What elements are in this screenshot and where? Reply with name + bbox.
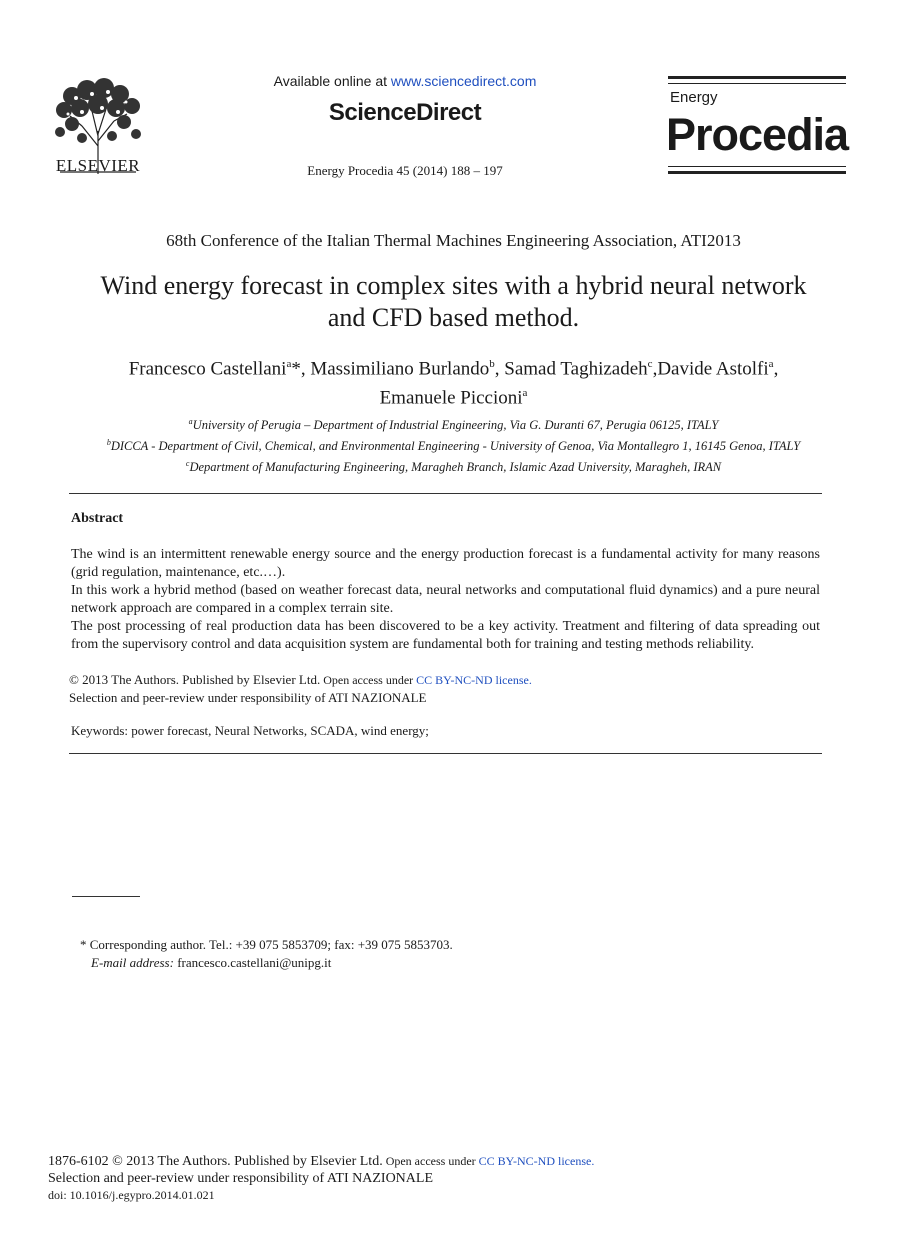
abstract-heading: Abstract bbox=[71, 511, 124, 526]
affil-text: DICCA - Department of Civil, Chemical, and Environmental Engineering - University of Genoa, Via Montallegro 1, 16145 Genoa, ITALY bbox=[110, 439, 801, 454]
author-affil-mark: a bbox=[768, 358, 774, 370]
affil-text: Department of Manufacturing Engineering, Maragheh Branch, Islamic Azad University, Maragheh, IRAN bbox=[189, 460, 722, 475]
footer-doi: doi: 10.1016/j.egypro.2014.01.021 bbox=[48, 1188, 215, 1202]
affiliation bbox=[40, 413, 867, 434]
open-access-text: Open access under bbox=[320, 673, 417, 687]
author-sep: , bbox=[773, 358, 779, 380]
author-sep: *, bbox=[291, 358, 311, 380]
footer-open-access: Open access under bbox=[382, 1154, 479, 1168]
paper-title bbox=[40, 270, 867, 334]
author-name: Samad Taghizadeh bbox=[504, 358, 648, 380]
journal-logo-energy: Energy bbox=[670, 89, 718, 106]
author-affil-mark: a bbox=[522, 387, 528, 400]
author-affil-mark: c bbox=[647, 358, 653, 370]
author-sep: , bbox=[494, 358, 505, 380]
journal-logo-rule bbox=[668, 76, 846, 79]
sciencedirect-link[interactable]: www.sciencedirect.com bbox=[390, 73, 537, 89]
author-sep: , bbox=[652, 358, 658, 380]
abstract-paragraph: The post processing of real production data has been discovered to be a key activity. Treatment and filtering of data spreading out from the supervisory control and data acquisition system are fundamental both for training and testing methods reliability. bbox=[71, 619, 820, 652]
copyright-line: © 2013 The Authors. Published by Elsevier Ltd. bbox=[69, 672, 321, 687]
journal-citation: Energy Procedia 45 (2014) 188 – 197 bbox=[307, 163, 503, 178]
copyright-notice bbox=[69, 671, 829, 707]
peer-review-line: Selection and peer-review under responsibility of ATI NAZIONALE bbox=[69, 690, 427, 705]
sciencedirect-brand: ScienceDirect bbox=[328, 99, 482, 126]
abstract-body bbox=[71, 546, 820, 654]
author-name: Davide Astolfi bbox=[657, 358, 769, 380]
footer-issn-line: 1876-6102 © 2013 The Authors. Published by Elsevier Ltd. bbox=[48, 1154, 383, 1169]
affil-text: University of Perugia – Department of Industrial Engineering, Via G. Duranti 67, Perugia 06125, ITALY bbox=[192, 418, 719, 433]
keywords: Keywords: power forecast, Neural Networks, SCADA, wind energy; bbox=[71, 723, 429, 738]
footer-peer-review: Selection and peer-review under responsibility of ATI NAZIONALE bbox=[48, 1171, 433, 1186]
email-address: francesco.castellani@unipg.it bbox=[173, 955, 332, 970]
footnote-rule bbox=[72, 896, 140, 897]
author-name: Francesco Castellani bbox=[128, 358, 287, 380]
affiliation bbox=[40, 455, 867, 476]
author-name: Massimiliano Burlando bbox=[310, 358, 490, 380]
affil-mark: c bbox=[185, 459, 190, 469]
author-list bbox=[40, 352, 867, 411]
affiliation bbox=[40, 434, 867, 455]
journal-logo-procedia: Procedia bbox=[666, 109, 849, 160]
journal-logo-rule bbox=[668, 166, 846, 167]
abstract-paragraph: In this work a hybrid method (based on weather forecast data, neural networks and computational fluid dynamics) and a pure neural network approach are compared in a complex terrain site. bbox=[71, 583, 820, 616]
journal-logo-rule bbox=[668, 171, 846, 174]
title-line: and CFD based method. bbox=[327, 303, 580, 332]
conference-name: 68th Conference of the Italian Thermal Machines Engineering Association, ATI2013 bbox=[166, 231, 741, 250]
availability-line bbox=[200, 73, 610, 89]
publisher-name: ELSEVIER bbox=[55, 156, 141, 175]
affiliation-list bbox=[40, 413, 867, 476]
available-prefix: Available online at bbox=[273, 73, 391, 89]
title-line: Wind energy forecast in complex sites with a hybrid neural network bbox=[100, 271, 807, 300]
affil-mark: b bbox=[106, 438, 111, 448]
email-label: E-mail address: bbox=[91, 955, 174, 970]
author-affil-mark: b bbox=[489, 358, 495, 370]
footer-block bbox=[48, 1153, 848, 1204]
section-divider bbox=[69, 753, 822, 754]
affil-mark: a bbox=[188, 417, 193, 426]
section-divider bbox=[69, 493, 822, 494]
corresponding-line: * Corresponding author. Tel.: +39 075 5853709; fax: +39 075 5853703. bbox=[80, 937, 453, 952]
license-link[interactable]: CC BY-NC-ND license. bbox=[416, 673, 532, 687]
journal-logo-rule bbox=[668, 83, 846, 84]
abstract-paragraph: The wind is an intermittent renewable energy source and the energy production forecast is a fundamental activity for many reasons (grid regulation, maintenance, etc.…). bbox=[71, 547, 820, 580]
footer-license-link[interactable]: CC BY-NC-ND license. bbox=[478, 1154, 595, 1168]
author-affil-mark: a bbox=[286, 358, 292, 370]
corresponding-author-footnote bbox=[80, 936, 780, 972]
author-name: Emanuele Piccioni bbox=[379, 387, 523, 409]
